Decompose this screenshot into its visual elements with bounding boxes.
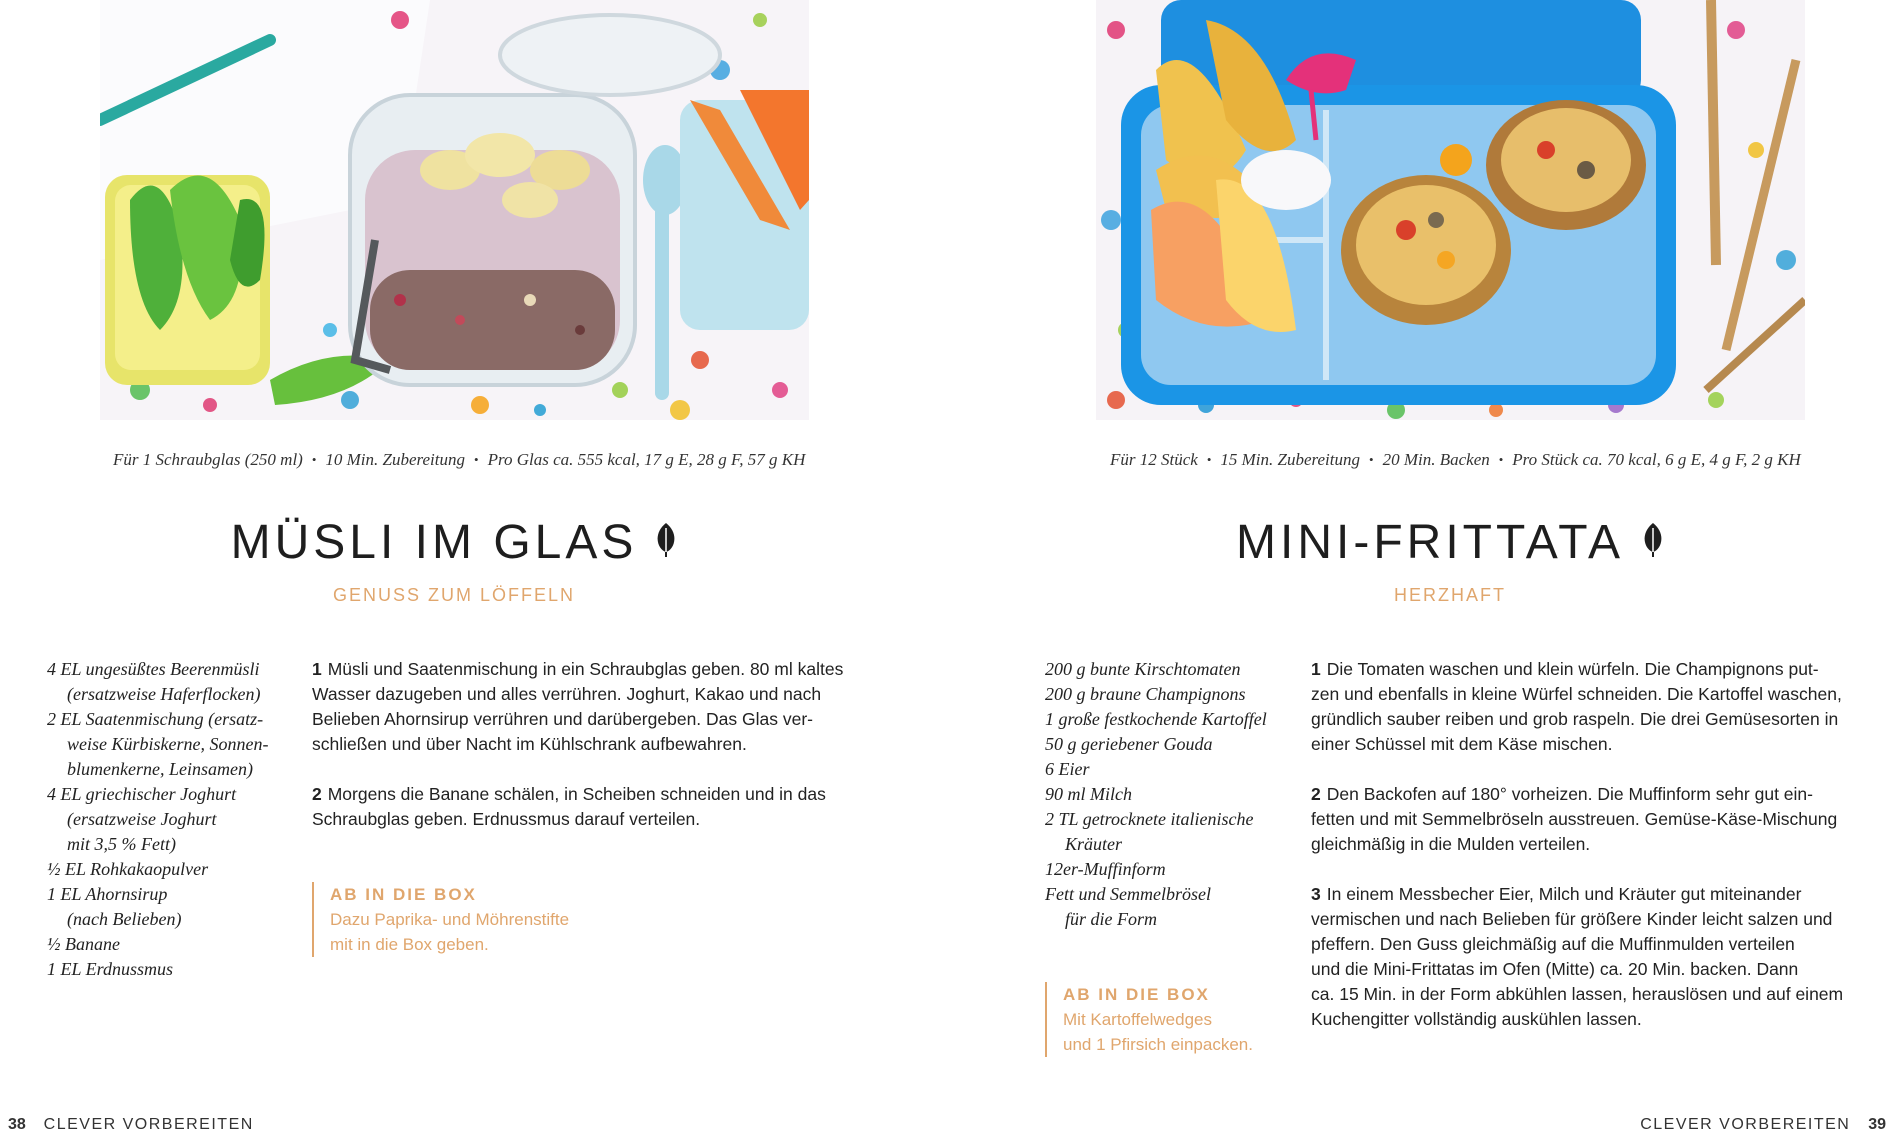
- instruction-step: [1311, 782, 1881, 857]
- instruction-step: [1311, 882, 1881, 1032]
- ingredient-line: 1 große festkochende Kartoffel: [1045, 709, 1267, 729]
- step-line: Die Tomaten waschen und klein würfeln. Die Champignons put-: [1326, 659, 1819, 679]
- ingredient-line: 4 EL ungesüßtes Beerenmüsli: [47, 659, 260, 679]
- ingredient-line: 6 Eier: [1045, 759, 1090, 779]
- prep-time: 10 Min. Zubereitung: [325, 450, 466, 469]
- ingredient-line: 12er-Muffinform: [1045, 859, 1166, 879]
- recipe-title: [1236, 515, 1664, 570]
- step-line: ca. 15 Min. in der Form abkühlen lassen, herauslösen und auf einem: [1311, 984, 1844, 1004]
- section-name: CLEVER VORBEREITEN: [1640, 1116, 1851, 1133]
- step-line: Schraubglas geben. Erdnussmus darauf verteilen.: [312, 809, 701, 829]
- step-line: pfeffern. Den Guss gleichmäßig auf die Muffinmulden verteilen: [1311, 934, 1795, 954]
- ingredients-list: [1045, 657, 1267, 932]
- step-line: gründlich sauber reiben und grob raspeln. Die drei Gemüsesorten in: [1311, 709, 1839, 729]
- step-line: Den Backofen auf 180° vorheizen. Die Muffinform sehr gut ein-: [1326, 784, 1813, 804]
- recipe-title: [231, 515, 678, 570]
- instruction-step: [312, 782, 872, 832]
- tip-heading: AB IN DIE BOX: [330, 885, 477, 904]
- recipe-title-text: MÜSLI IM GLAS: [230, 516, 638, 569]
- muesli-photo: [100, 0, 809, 420]
- step-number: 1: [1311, 659, 1321, 679]
- bullet-separator: •: [311, 452, 317, 467]
- step-line: Morgens die Banane schälen, in Scheiben schneiden und in das: [327, 784, 826, 804]
- step-number: 2: [1311, 784, 1321, 804]
- muesli-jar-illustration: [100, 0, 809, 420]
- leaf-icon: [1642, 515, 1664, 570]
- ingredient-line: blumenkerne, Leinsamen): [67, 759, 253, 779]
- ingredient-line: 4 EL griechischer Joghurt: [47, 784, 237, 804]
- ingredient-line: Fett und Semmelbrösel: [1045, 884, 1211, 904]
- tip-line: mit in die Box geben.: [330, 935, 489, 954]
- ingredient-line: 90 ml Milch: [1045, 784, 1132, 804]
- recipe-info-line: [1110, 450, 1801, 470]
- serving-info: Für 1 Schraubglas (250 ml): [113, 450, 303, 469]
- instructions: [1311, 657, 1881, 1057]
- ingredient-line: 1 EL Erdnussmus: [47, 959, 174, 979]
- ingredient-line: (nach Belieben): [67, 909, 182, 929]
- ingredient-line: 1 EL Ahornsirup: [47, 884, 168, 904]
- recipe-subtitle: HERZHAFT: [1394, 585, 1506, 605]
- bullet-separator: •: [474, 452, 479, 467]
- step-line: Wasser dazugeben und alles verrühren. Joghurt, Kakao und nach: [312, 684, 822, 704]
- recipe-title-text: MINI-FRITTATA: [1236, 516, 1624, 569]
- nutrition-info: Pro Stück ca. 70 kcal, 6 g E, 4 g F, 2 g KH: [1512, 450, 1801, 469]
- step-line: vermischen und nach Belieben für größere Kinder leicht salzen und: [1311, 909, 1833, 929]
- tip-line: Dazu Paprika- und Möhrenstifte: [330, 910, 570, 929]
- ingredient-line: 2 TL getrocknete italienische: [1045, 809, 1254, 829]
- bullet-separator: •: [1369, 452, 1374, 467]
- bullet-separator: •: [1498, 452, 1504, 467]
- ingredient-line: für die Form: [1065, 909, 1157, 929]
- step-line: In einem Messbecher Eier, Milch und Kräuter gut miteinander: [1326, 884, 1802, 904]
- ingredient-line: 200 g bunte Kirschtomaten: [1045, 659, 1241, 679]
- page-footer: [8, 1116, 254, 1134]
- tip-line: Mit Kartoffelwedges: [1063, 1010, 1212, 1029]
- leaf-icon: [655, 515, 677, 570]
- tip-line: und 1 Pfirsich einpacken.: [1063, 1035, 1253, 1054]
- ingredient-line: 200 g braune Champignons: [1045, 684, 1246, 704]
- ingredient-line: 50 g geriebener Gouda: [1045, 734, 1213, 754]
- step-line: und die Mini-Frittatas im Ofen (Mitte) ca. 20 Min. backen. Dann: [1311, 959, 1799, 979]
- prep-time: 15 Min. Zubereitung: [1220, 450, 1361, 469]
- step-line: schließen und über Nacht im Kühlschrank aufbewahren.: [312, 734, 747, 754]
- step-line: einer Schüssel mit dem Käse mischen.: [1311, 734, 1613, 754]
- ingredient-line: ½ Banane: [47, 934, 120, 954]
- frittata-photo: [1096, 0, 1805, 420]
- step-line: zen und ebenfalls in kleine Würfel schneiden. Die Kartoffel waschen,: [1311, 684, 1842, 704]
- right-page: [948, 0, 1896, 1136]
- nutrition-info: Pro Glas ca. 555 kcal, 17 g E, 28 g F, 57 g KH: [487, 450, 806, 469]
- recipe-subtitle: GENUSS ZUM LÖFFELN: [332, 585, 576, 605]
- step-line: gleichmäßig in die Mulden verteilen.: [1311, 834, 1591, 854]
- ingredient-line: (ersatzweise Haferflocken): [67, 684, 261, 704]
- page-number: 39: [1868, 1116, 1886, 1133]
- recipe-info-line: [113, 450, 805, 470]
- page-number: 38: [8, 1116, 26, 1133]
- instruction-step: [312, 657, 872, 757]
- step-line: fetten und mit Semmelbröseln ausstreuen. Gemüse-Käse-Mischung: [1311, 809, 1838, 829]
- lunchbox-tip: [1045, 982, 1253, 1057]
- ingredient-line: ½ EL Rohkakaopulver: [47, 859, 209, 879]
- lunchbox-tip: [312, 882, 569, 957]
- step-number: 3: [1311, 884, 1321, 904]
- tip-heading: AB IN DIE BOX: [1063, 985, 1210, 1004]
- step-line: Belieben Ahornsirup verrühren und darübergeben. Das Glas ver-: [312, 709, 813, 729]
- ingredients-list: [47, 657, 268, 982]
- ingredient-line: Kräuter: [1065, 834, 1123, 854]
- instruction-step: [1311, 657, 1881, 757]
- recipe-title-block: [200, 515, 708, 570]
- recipe-title-block: [1196, 515, 1704, 570]
- ingredient-line: 2 EL Saatenmischung (ersatz-: [47, 709, 264, 729]
- page-footer: [1640, 1116, 1886, 1134]
- step-number: 2: [312, 784, 322, 804]
- section-name: CLEVER VORBEREITEN: [43, 1116, 254, 1133]
- instructions: [312, 657, 872, 857]
- ingredient-line: weise Kürbiskerne, Sonnen-: [67, 734, 269, 754]
- lunchbox-illustration: [1096, 0, 1805, 420]
- step-line: Müsli und Saatenmischung in ein Schraubglas geben. 80 ml kaltes: [327, 659, 844, 679]
- ingredient-line: mit 3,5 % Fett): [67, 834, 176, 854]
- step-number: 1: [312, 659, 322, 679]
- serving-info: Für 12 Stück: [1110, 450, 1198, 469]
- bullet-separator: •: [1206, 452, 1212, 467]
- ingredient-line: (ersatzweise Joghurt: [67, 809, 217, 829]
- bake-time: 20 Min. Backen: [1382, 450, 1490, 469]
- step-line: Kuchengitter vollständig auskühlen lassen.: [1311, 1009, 1642, 1029]
